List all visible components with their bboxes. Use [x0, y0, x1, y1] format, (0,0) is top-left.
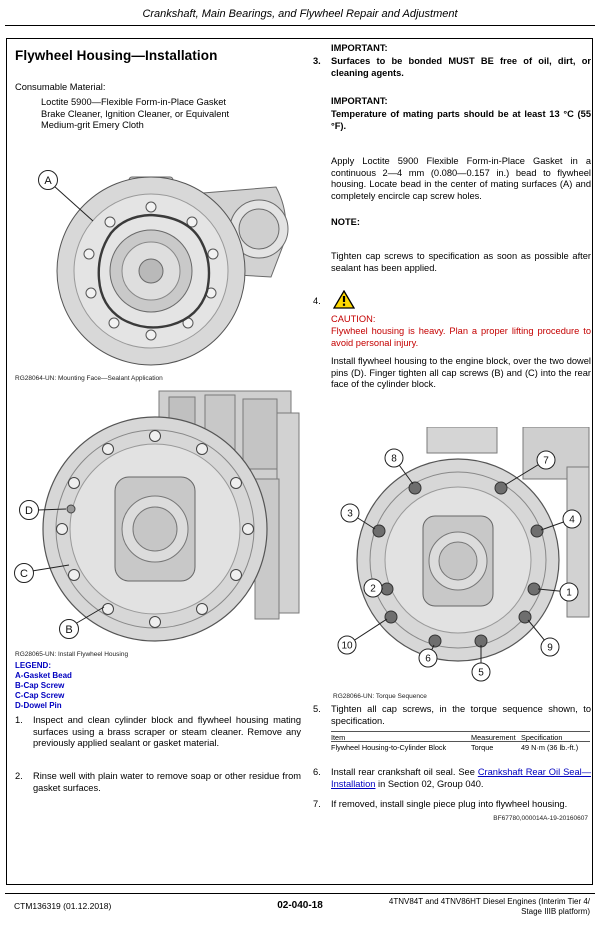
- step-5: [313, 704, 591, 727]
- step-1: [15, 715, 301, 750]
- flywheel-housing-body: [357, 459, 559, 661]
- torque-sequence-illustration: [327, 427, 591, 691]
- footer-model-line2: Stage IIIB platform): [521, 907, 590, 916]
- callout-5: [472, 663, 490, 681]
- step-6-pre: Install rear crankshaft oil seal. See: [331, 767, 478, 777]
- important-label: IMPORTANT:: [331, 43, 388, 53]
- footer-model-info: [340, 897, 590, 917]
- header-divider: [5, 25, 595, 26]
- legend-list: [15, 671, 72, 711]
- legend-item: B-Cap Screw: [15, 681, 65, 690]
- footer-doc-number: CTM136319 (01.12.2018): [14, 901, 112, 911]
- legend-title: LEGEND:: [15, 661, 51, 670]
- figure3-caption: RG28066-UN: Torque Sequence: [333, 693, 427, 700]
- callout-3: [341, 504, 359, 522]
- svg-text:2: 2: [370, 583, 376, 595]
- step-text: Inspect and clean cylinder block and flywheel housing mating surfaces using a brass scraper or steam cleaner. Remove any previously applied sealant or gasket material.: [33, 715, 301, 749]
- col-header-item: Item: [331, 733, 346, 742]
- chapter-title: Crankshaft, Main Bearings, and Flywheel Repair and Adjustment: [142, 8, 458, 20]
- callout-6: [419, 649, 437, 667]
- svg-text:4: 4: [569, 514, 575, 526]
- callout-7: [537, 451, 555, 469]
- warning-triangle-icon: [333, 290, 355, 314]
- step-number: 3.: [313, 56, 321, 66]
- consumable-item: Loctite 5900—Flexible Form-in-Place Gasket: [41, 97, 226, 107]
- step-text: Tighten all cap screws, in the torque sequence shown, to specification.: [331, 704, 591, 726]
- legend-item: C-Cap Screw: [15, 691, 65, 700]
- legend-item: A-Gasket Bead: [15, 671, 72, 680]
- callout-c: [15, 564, 34, 583]
- legend-item: D-Dowel Pin: [15, 701, 62, 710]
- step-6-post: in Section 02, Group 040.: [375, 778, 484, 789]
- callout-1: [560, 583, 578, 601]
- note-text: Tighten cap screws to specification as soon as possible after sealant has been applied.: [331, 251, 591, 273]
- figure1-caption: RG28064-UN: Mounting Face—Sealant Application: [15, 375, 163, 382]
- svg-text:3: 3: [347, 508, 353, 520]
- callout-b: [60, 620, 79, 639]
- caution-text: Flywheel housing is heavy. Plan a proper lifting procedure to avoid personal injury.: [331, 326, 591, 348]
- apply-sealant-paragraph: Apply Loctite 5900 Flexible Form-in-Place Gasket in a continuous 2—4 mm (0.080—0.157 in.) bead to flywheel housing. Locate bead in the center of mating surfaces (A) and completely encircle cap screw holes.: [331, 156, 591, 201]
- spec-table-row: [331, 742, 590, 753]
- step-6: [313, 767, 591, 790]
- figure2-caption: RG28065-UN: Install Flywheel Housing: [15, 651, 129, 658]
- caution-label: CAUTION:: [331, 314, 376, 324]
- step-number: 1.: [15, 715, 23, 725]
- flywheel-housing-body: [43, 417, 267, 641]
- col-header-specification: Specification: [521, 733, 563, 742]
- important-label: IMPORTANT:: [331, 96, 388, 106]
- footer-page-number: 02-040-18: [277, 900, 323, 911]
- consumables-list: [41, 97, 297, 132]
- step-number: 6.: [313, 767, 321, 777]
- svg-text:9: 9: [547, 642, 553, 654]
- svg-text:A: A: [44, 175, 52, 187]
- mounting-face-illustration: [33, 165, 293, 369]
- svg-text:1: 1: [566, 587, 572, 599]
- note-label: NOTE:: [331, 217, 360, 227]
- svg-text:8: 8: [391, 453, 397, 465]
- svg-text:6: 6: [425, 653, 431, 665]
- consumable-item: Brake Cleaner, Ignition Cleaner, or Equivalent: [41, 108, 230, 119]
- step-text: [331, 767, 591, 790]
- svg-text:D: D: [25, 505, 33, 517]
- running-header: [0, 8, 600, 20]
- footer-divider: [5, 893, 595, 894]
- step-3: [313, 56, 591, 79]
- step-number: 4.: [313, 296, 321, 306]
- figure-torque-sequence: [327, 427, 591, 696]
- svg-text:10: 10: [341, 640, 353, 652]
- footer-model-line1: 4TNV84T and 4TNV86HT Diesel Engines (Interim Tier 4/: [388, 897, 590, 906]
- callout-4: [563, 510, 581, 528]
- dowel-pin: [67, 505, 75, 513]
- callout-d: [20, 501, 39, 520]
- step-number: 7.: [313, 799, 321, 809]
- svg-text:5: 5: [478, 667, 484, 679]
- step-7: [313, 799, 591, 811]
- step-text: If removed, install single piece plug into flywheel housing.: [331, 799, 568, 809]
- step-text: Surfaces to be bonded MUST BE free of oil, dirt, or cleaning agents.: [331, 56, 591, 78]
- svg-text:B: B: [65, 624, 73, 636]
- svg-text:7: 7: [543, 455, 549, 467]
- callout-a: [39, 171, 58, 190]
- col-header-measurement: Measurement: [471, 733, 516, 742]
- step-number: 2.: [15, 771, 23, 781]
- install-housing-illustration: [9, 389, 301, 647]
- callout-10: [338, 636, 356, 654]
- content-frame: [6, 38, 593, 885]
- spec-measurement: Torque: [471, 743, 494, 752]
- spec-item: Flywheel Housing-to-Cylinder Block: [331, 743, 447, 752]
- revision-code: BF67780,000014A-19-20160607: [493, 815, 588, 822]
- section-title: Flywheel Housing—Installation: [15, 48, 218, 63]
- step-2: [15, 771, 301, 794]
- callout-9: [541, 638, 559, 656]
- callout-2: [364, 579, 382, 597]
- consumable-material-label: Consumable Material:: [15, 82, 106, 92]
- step-4-text: Install flywheel housing to the engine block, over the two dowel pins (D). Finger tighten all cap screws (B) and (C) into the rear face of the cylinder block.: [331, 356, 591, 390]
- consumable-item: Medium-grit Emery Cloth: [41, 120, 144, 131]
- figure-install-housing: [9, 389, 301, 652]
- callout-8: [385, 449, 403, 467]
- spec-table: [331, 731, 590, 753]
- important-text: Temperature of mating parts should be at least 13 °C (55 °F).: [331, 109, 591, 131]
- step-text: Rinse well with plain water to remove soap or other residue from gasket surfaces.: [33, 771, 301, 793]
- cross-reference-link[interactable]: Crankshaft Rear Oil Seal—Installation: [331, 767, 591, 789]
- spec-value: 49 N·m (36 lb.-ft.): [521, 743, 579, 752]
- spec-table-header: [331, 731, 590, 742]
- svg-text:C: C: [20, 568, 28, 580]
- step-number: 5.: [313, 704, 321, 714]
- figure-mounting-face: [33, 165, 293, 374]
